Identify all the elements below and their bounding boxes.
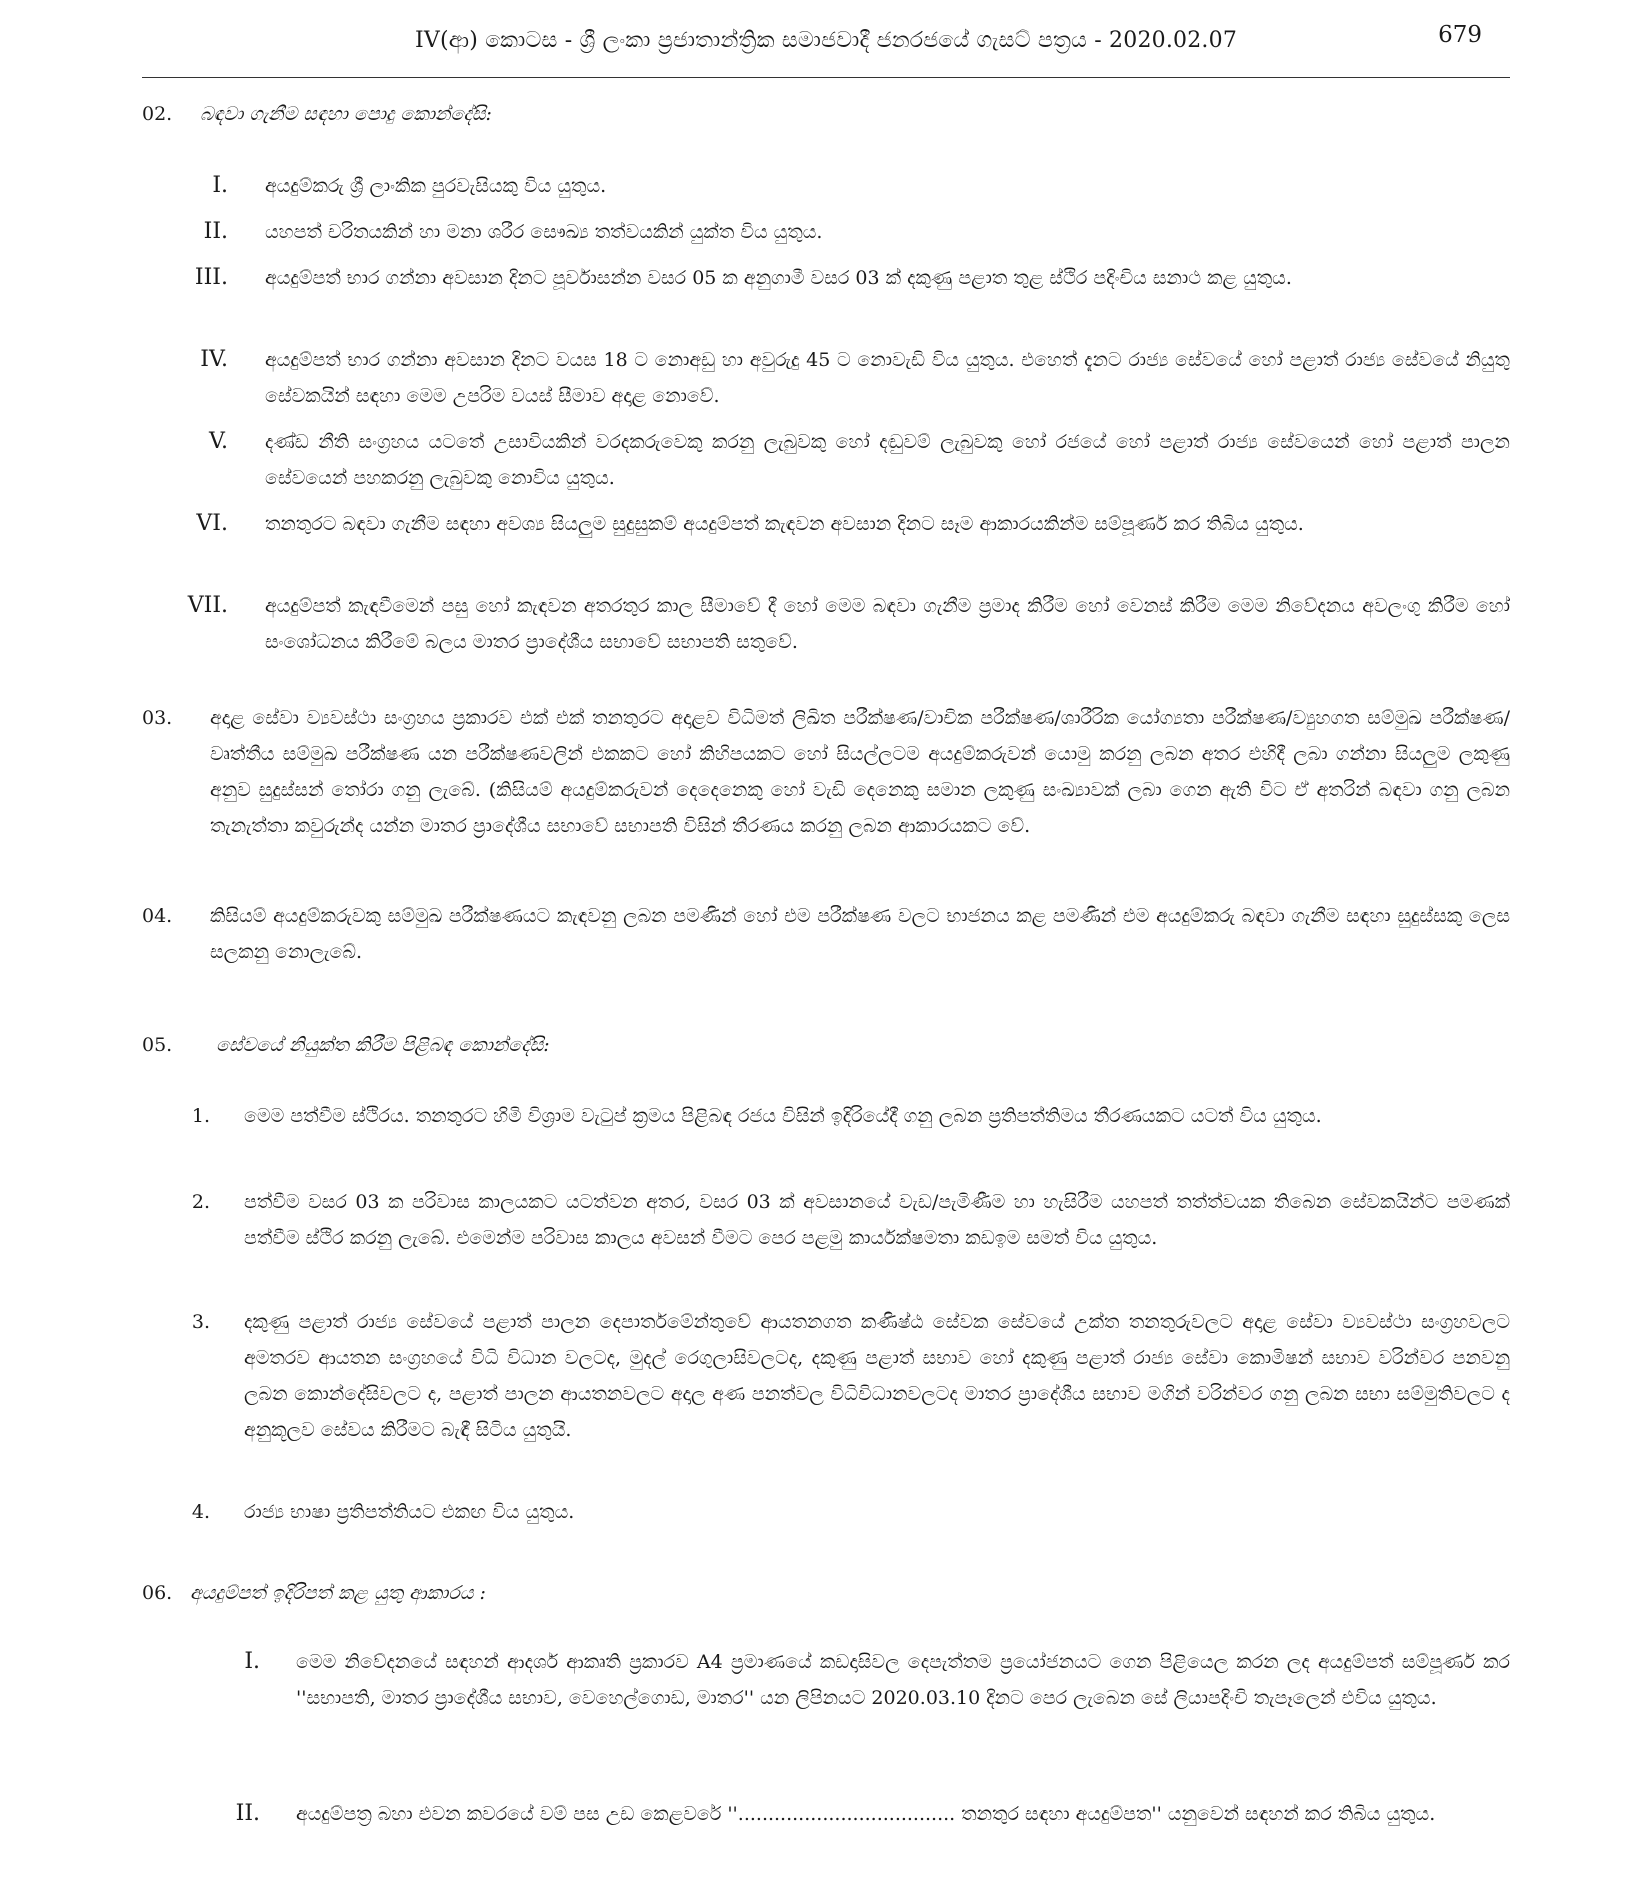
- list-item: [180, 506, 1510, 578]
- section-02-heading: [142, 103, 492, 125]
- section-number: 04.: [142, 905, 173, 927]
- list-item: [200, 1796, 1510, 1868]
- section-number: 05.: [142, 1034, 173, 1056]
- list-item: [180, 260, 1510, 332]
- item-marker: II.: [235, 1801, 260, 1826]
- item-marker: 1.: [191, 1105, 210, 1127]
- list-item: [180, 1184, 1510, 1292]
- section-number: 06.: [142, 1582, 173, 1604]
- item-marker: VI.: [196, 511, 228, 536]
- list-item: [180, 1304, 1510, 1484]
- header-divider: [142, 77, 1510, 78]
- item-text: අයදුම්පත් භාර ගන්නා අවසාන දිනට වයස 18 ට නොඅඩු හා අවුරුදු 45 ට නොවැඩි විය යුතුය. එහෙත් දැනට රාජ්‍ය සේවයේ හෝ පළාත් රාජ්‍ය සේවයේ නියුතු සේවකයින් සඳහා මෙම උපරිම වයස් සීමාව අදාළ නොවේ.: [265, 349, 1510, 407]
- item-marker: V.: [208, 429, 228, 454]
- item-text: අයදුම්කරු ශ්‍රී ලාංකික පුරවැසියකු විය යුතුය.: [265, 175, 607, 197]
- item-text: මෙම පත්වීම ස්ථිරය. තනතුරට හිමි විශ්‍රාම වැටුප් ක්‍රමය පිළිබඳ රජය විසින් ඉදිරියේදී ගනු ලබන ප්‍රතිපත්තිමය තීරණයකට යටත් විය යුතුය.: [244, 1105, 1322, 1127]
- item-marker: 2.: [191, 1191, 210, 1213]
- item-text: අයදුම්පත් කැඳවීමෙන් පසු හෝ කැඳවන අතරතුර කාල සීමාවේ දී හෝ මෙම බඳවා ගැනීම ප්‍රමාද කිරීම හෝ වෙනස් කිරීම මෙම නිවේදනය අවලංගු කිරීම හෝ සංශෝධනය කිරීමේ බලය මාතර ප්‍රාදේශීය සභාවේ සභාපති සතුවේ.: [265, 595, 1510, 653]
- list-item: [180, 588, 1510, 660]
- list-item: [180, 1494, 1510, 1530]
- section-03: [142, 700, 1510, 890]
- item-marker: 4.: [191, 1501, 210, 1523]
- list-item: [180, 424, 1510, 496]
- section-number: 02.: [142, 103, 173, 125]
- page-number: 679: [1438, 22, 1482, 48]
- section-05-heading: [142, 1034, 550, 1056]
- item-text: මෙම නිවේදනයේ සඳහන් ආදර්ශ ආකෘති ප්‍රකාරව A4 ප්‍රමාණයේ කඩදාසිවල දෙපැත්තම ප්‍රයෝජනයට ගෙන පිළියෙල කරන ලද අයදුම්පත් සම්පූර්ණ කර ''සභාපති, මාතර ප්‍රාදේශීය සභාව, වෙහෙල්ගොඩ, මාතර'' යන ලිපිනයට 2020.03.10 දිනට පෙර ලැබෙන සේ ලියාපදිංචි තැපෑලෙන් එවිය යුතුය.: [296, 1651, 1510, 1709]
- list-item: [180, 1098, 1510, 1170]
- section-06-heading: [142, 1582, 486, 1604]
- section-text: අදාළ සේවා ව්‍යවස්ථා සංග්‍රහය ප්‍රකාරව එක් එක් තනතුරට අදාළව විධිමත් ලිඛිත පරීක්ෂණ/වාචික පරීක්ෂණ/ශාරීරික යෝග්‍යතා පරීක්ෂණ/ව්‍යුහගත සම්මුඛ පරීක්ෂණ/වෘත්තීය සම්මුඛ පරීක්ෂණ යන පරීක්ෂණවලින් එකකට හෝ කිහිපයකට හෝ සියල්ලටම අයදුම්කරුවන් යොමු කරනු ලබන අතර එහිදී ලබා ගන්නා සියලුම ලකුණු අනුව සුදුස්සන් තෝරා ගනු ලැබේ. (කිසියම් අයදුම්කරුවන් දෙදෙනෙකු හෝ වැඩි දෙනෙකු සමාන ලකුණු සංඛ්‍යාවක් ලබා ගෙන ඇති විට ඒ අතරින් බඳවා ගනු ලබන තැනැත්තා කවුරුන්ද යන්න මාතර ප්‍රාදේශීය සභාවේ සභාපති විසින් තීරණය කරනු ලබන ආකාරයකට වේ.: [210, 707, 1510, 837]
- list-item: [180, 342, 1510, 414]
- item-text: දකුණු පළාත් රාජ්‍ය සේවයේ පළාත් පාලන දෙපාර්තමේන්තුවේ ආයතනගත කණිෂ්ඨ සේවක සේවයේ උක්ත තනතුරුවලට අදාළ සේවා ව්‍යවස්ථා සංග්‍රහවලට අමතරව ආයතන සංග්‍රහයේ විධි විධාන වලටද, මුදල් රෙගුලාසිවලටද, දකුණු පළාත් සභාව හෝ දකුණු පළාත් රාජ්‍ය සේවා කොමිෂන් සභාව වරින්වර පනවනු ලබන කොන්දේසිවලට ද, පළාත් පාලන ආයතනවලට අදාල අණ පනත්වල විධිවිධානවලටද මාතර ප්‍රාදේශීය සභාව මගින් වරින්වර ගනු ලබන සභා සම්මුතිවලට ද අනුකූලව සේවය කිරීමට බැඳී සිටිය යුතුයි.: [244, 1311, 1510, 1441]
- item-text: දණ්ඩ නීති සංග්‍රහය යටතේ උසාවියකින් වරදකරුවෙකු කරනු ලැබුවකු හෝ දඬුවම් ලැබුවකු හෝ රජයේ හෝ පළාත් රාජ්‍ය සේවයෙන් හෝ පළාත් පාලන සේවයෙන් පහකරනු ලැබුවකු නොවිය යුතුය.: [265, 431, 1510, 489]
- item-text: අයදුම්පත් භාර ගන්නා අවසාන දිනට පූර්වාසන්න වසර 05 ක අනුගාමී වසර 03 ක් දකුණු පළාත තුළ ස්ථිර පදිංචිය සනාථ කළ යුතුය.: [265, 267, 1292, 289]
- section-04: [142, 898, 1510, 978]
- list-item: [180, 168, 1510, 204]
- section-title: බඳවා ගැනීම සඳහා පොදු කොන්දේසි:: [200, 103, 492, 125]
- section-title: අයදුම්පත් ඉදිරිපත් කළ යුතු ආකාරය :: [190, 1582, 486, 1604]
- item-text: තනතුරට බඳවා ගැනීම සඳහා අවශ්‍ය සියලුම සුදුසුකම් අයදුම්පත් කැඳවන අවසාන දිනට සෑම ආකාරයකින්ම සම්පූර්ණ කර තිබිය යුතුය.: [265, 513, 1304, 535]
- item-text: යහපත් චරිතයකින් හා මනා ශරීර සෞඛ්‍ය තත්වයකින් යුක්ත විය යුතුය.: [265, 221, 823, 243]
- section-number: 03.: [142, 707, 173, 729]
- section-title: සේවයේ නියුක්ත කිරීම පිළිබඳ කොන්දේසි:: [216, 1034, 550, 1056]
- item-marker: 3.: [191, 1311, 210, 1333]
- item-marker: IV.: [200, 347, 228, 372]
- item-marker: II.: [203, 219, 228, 244]
- item-marker: VII.: [187, 593, 228, 618]
- item-text: අයදුම්පත්‍ර බහා එවන කවරයේ වම් පස උඩ කෙළවරේ ''.................................... තනතුර සඳහා අයදුම්පත'' යනුවෙන් සඳහන් කර තිබිය යුතුය.: [296, 1803, 1436, 1825]
- section-text: කිසියම් අයදුම්කරුවකු සම්මුඛ පරීක්ෂණයට කැඳවනු ලබන පමණින් හෝ එම පරීක්ෂණ වලට භාජනය කළ පමණින් එම අයදුම්කරු බඳවා ගැනීම සඳහා සුදුස්සකු ලෙස සලකනු නොලැබේ.: [210, 905, 1510, 963]
- item-marker: I.: [212, 173, 228, 198]
- item-marker: I.: [244, 1649, 260, 1674]
- list-item: [200, 1644, 1510, 1788]
- item-text: රාජ්‍ය භාෂා ප්‍රතිපත්තියට එකඟ විය යුතුය.: [244, 1501, 575, 1523]
- list-item: [180, 214, 1510, 250]
- item-marker: III.: [194, 265, 228, 290]
- page-header: [142, 22, 1510, 78]
- header-title: IV(ආ) කොටස - ශ්‍රී ලංකා ප්‍රජාතාන්ත්‍රික සමාජවාදී ජනරජයේ ගැසට් පත්‍රය - 2020.02.07: [414, 28, 1238, 53]
- item-text: පත්වීම වසර 03 ක පරිවාස කාලයකට යටත්වන අතර, වසර 03 ක් අවසානයේ වැඩ/පැමිණීම හා හැසිරීම යහපත් තත්ත්වයක තිබෙන සේවකයින්ට පමණක් පත්වීම ස්ථිර කරනු ලැබේ. එමෙන්ම පරිවාස කාලය අවසන් වීමට පෙර පළමු කාර්යක්ෂමතා කඩඉම සමත් විය යුතුය.: [244, 1191, 1510, 1249]
